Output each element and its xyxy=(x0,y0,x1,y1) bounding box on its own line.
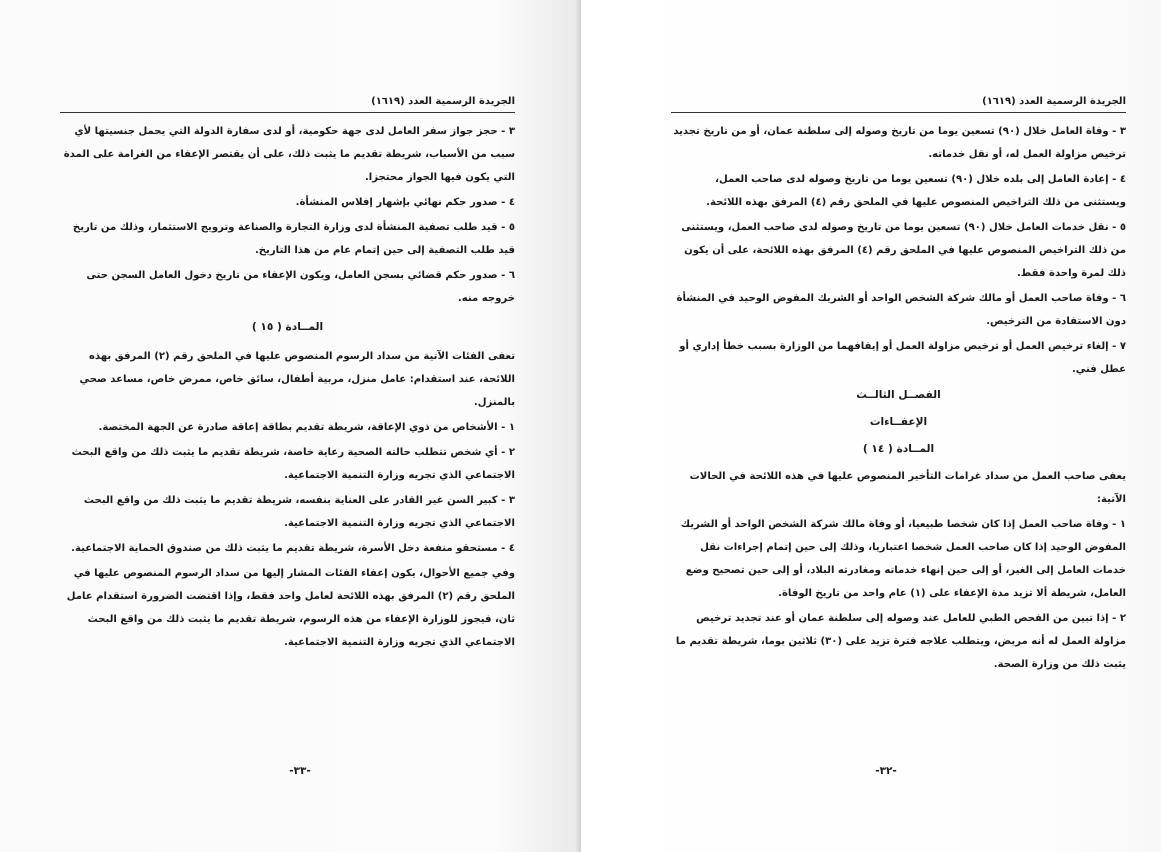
left-item-5: ٥ - قيد طلب تصفية المنشأة لدى وزارة التجارة والصناعة وترويج الاستثمار، وذلك من تاريخ قيد طلب التصفية إلى حين إتمام عام من هذا التاريخ. xyxy=(72,222,515,256)
left-item-3: ٣ - حجز جواز سفر العامل لدى جهة حكومية، أو لدى سفارة الدولة التي يحمل جنسيتها لأي سبب من الأسباب، شريطة تقديم ما يثبت ذلك، على أن يقتصر الإعفاء من الغرامة على المدة التي يكون فيها الجواز محتجزا. xyxy=(63,126,515,183)
chapter-subtitle: الإعفــاءات xyxy=(869,416,928,428)
article-15-title: المــادة ( ١٥ ) xyxy=(251,321,324,333)
right-item-5: ٥ - نقل خدمات العامل خلال (٩٠) تسعين يوما من تاريخ وصوله لدى صاحب العمل، ويستثنى من ذلك التراخيص المنصوص عليها في الملحق رقم (٤) المرفق بهذه اللائحة، على أن يكون ذلك لمرة واحدة فقط. xyxy=(681,222,1126,279)
article-15-item-3: ٣ - كبير السن غير القادر على العناية بنفسه، شريطة تقديم ما يثبت ذلك من واقع البحث الاجتماعي الذي تجريه وزارة التنمية الاجتماعية. xyxy=(83,495,515,529)
right-page-number: -٣٢- xyxy=(875,765,897,777)
article-15-item-1: ١ - الأشخاص من ذوي الإعاقة، شريطة تقديم بطاقة إعاقة صادرة عن الجهة المختصة. xyxy=(98,422,515,433)
chapter-title: الفصــل الثالــث xyxy=(856,389,941,401)
article-15-closing: وفي جميع الأحوال، يكون إعفاء الفئات المشار إليها من سداد الرسوم المنصوص عليها في الملحق رقم (٢) المرفق بهذه اللائحة لعامل واحد فقط، وإذا اقتضت الضرورة استقدام عامل ثان، فيجوز للوزارة الإعفاء من هذه الرسوم، شريطة تقديم ما يثبت ذلك من واقع البحث الاجتماعي الذي تجريه وزارة التنمية الاجتماعية. xyxy=(66,568,515,648)
right-item-6: ٦ - وفاة صاحب العمل أو مالك شركة الشخص الواحد أو الشريك المفوض الوحيد في المنشأة دون الاستفادة من الترخيص. xyxy=(676,293,1126,327)
right-item-7: ٧ - إلغاء ترخيص العمل أو ترخيص مزاولة العمل أو إيقافهما من الوزارة بسبب خطأ إداري أو عطل فني. xyxy=(679,341,1126,375)
left-page-content xyxy=(60,95,515,656)
article-15-item-4: ٤ - مستحقو منفعة دخل الأسرة، شريطة تقديم ما يثبت ذلك من صندوق الحماية الاجتماعية. xyxy=(71,543,515,554)
left-page xyxy=(0,0,580,852)
article-14-title: المــادة ( ١٤ ) xyxy=(862,443,935,455)
right-item-3: ٣ - وفاة العامل خلال (٩٠) تسعين يوما من تاريخ وصوله إلى سلطنة عمان، أو من تاريخ تجديد ترخيص مزاولة العمل له، أو نقل خدماته. xyxy=(673,126,1126,160)
right-page-header: الجريدة الرسمية العدد (١٦١٩) xyxy=(671,95,1126,113)
article-15-item-2: ٢ - أي شخص تتطلب حالته الصحية رعاية خاصة، شريطة تقديم ما يثبت ذلك من واقع البحث الاجتماعي الذي تجريه وزارة التنمية الاجتماعية. xyxy=(71,447,515,481)
left-item-4: ٤ - صدور حكم نهائي بإشهار إفلاس المنشأة. xyxy=(295,197,515,208)
left-page-number: -٣٣- xyxy=(289,765,311,777)
article-14-item-2: ٢ - إذا تبين من الفحص الطبي للعامل عند وصوله إلى سلطنة عمان أو عند تجديد ترخيص مزاولة العمل له أنه مريض، ويتطلب علاجه فترة تزيد على (٣٠) ثلاثين يوما، شريطة تقديم ما يثبت ذلك من وزارة الصحة. xyxy=(675,613,1126,670)
right-page-content xyxy=(671,95,1126,678)
right-item-4: ٤ - إعادة العامل إلى بلده خلال (٩٠) تسعين يوما من تاريخ وصوله لدى صاحب العمل، ويستثنى من ذلك التراخيص المنصوص عليها في الملحق رقم (٤) المرفق بهذه اللائحة. xyxy=(706,174,1126,208)
left-page-header: الجريدة الرسمية العدد (١٦١٩) xyxy=(60,95,515,113)
right-page xyxy=(581,0,1161,852)
article-14-item-1: ١ - وفاة صاحب العمل إذا كان شخصا طبيعيا، أو وفاة مالك شركة الشخص الواحد أو الشريك المفوض الوحيد إذا كان صاحب العمل شخصا اعتباريا، وذلك إلى حين إتمام إجراءات نقل خدمات العامل إلى الغير، أو إلى حين إنهاء خدماته ومغادرته البلاد، أو إلى حين تصحيح وضع العامل، شريطة ألا تزيد مدة الإعفاء على (١) عام واحد من تاريخ الوفاة. xyxy=(680,519,1126,599)
left-item-6: ٦ - صدور حكم قضائي بسجن العامل، ويكون الإعفاء من تاريخ دخول العامل السجن حتى خروجه منه. xyxy=(86,270,515,304)
article-14-intro: يعفى صاحب العمل من سداد غرامات التأخير المنصوص عليها في هذه اللائحة في الحالات الآتية: xyxy=(689,471,1126,505)
article-15-intro: تعفى الفئات الآتية من سداد الرسوم المنصوص عليها في الملحق رقم (٢) المرفق بهذه اللائحة، عند استقدام: عامل منزل، مربية أطفال، سائق خاص، ممرض خاص، مساعد صحي بالمنزل. xyxy=(79,351,515,408)
